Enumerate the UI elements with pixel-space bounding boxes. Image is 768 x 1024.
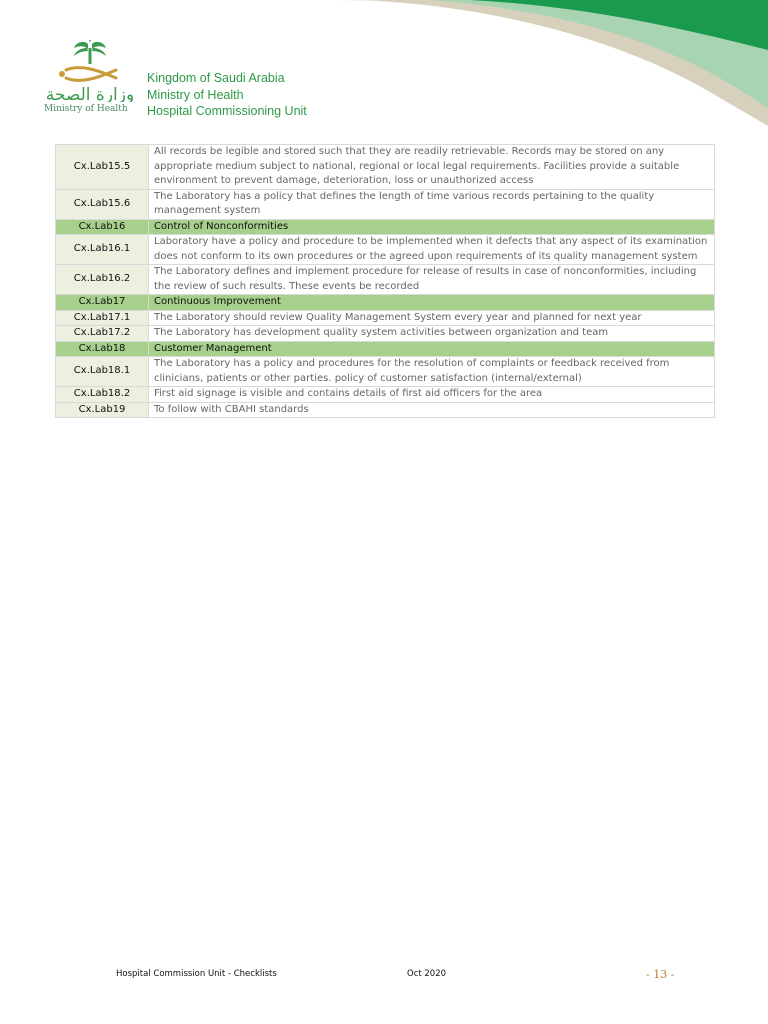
requirement-text: To follow with CBAHI standards xyxy=(149,402,715,418)
section-title: Control of Nonconformities xyxy=(149,219,715,235)
section-header-row xyxy=(56,219,715,235)
requirement-text: All records be legible and stored such that they are readily retrievable. Records may be stored on any appropriate medium subject to national, regional or local legal requirements. Facilities provide a suitable environment to prevent damage, deterioration, loss or unauthorized access xyxy=(149,145,715,190)
row-code: Cx.Lab16.2 xyxy=(56,265,149,295)
row-code: Cx.Lab16.1 xyxy=(56,235,149,265)
row-code: Cx.Lab15.6 xyxy=(56,189,149,219)
org-line-ministry: Ministry of Health xyxy=(147,87,244,102)
row-code: Cx.Lab15.5 xyxy=(56,145,149,190)
requirement-text: The Laboratory has a policy that defines the length of time various records pertaining to the quality management system xyxy=(149,189,715,219)
footer-document-title: Hospital Commission Unit - Checklists xyxy=(116,969,277,979)
checklist-row xyxy=(56,310,715,326)
checklist-row xyxy=(56,189,715,219)
requirement-text: The Laboratory has a policy and procedures for the resolution of complaints or feedback received from clinicians, patients or other parties. policy of customer satisfaction (internal/external) xyxy=(149,357,715,387)
organization-title xyxy=(147,70,307,120)
org-line-kingdom: Kingdom of Saudi Arabia xyxy=(147,71,285,85)
section-title: Customer Management xyxy=(149,341,715,357)
checklist-body xyxy=(56,145,715,418)
row-code: Cx.Lab17 xyxy=(56,295,149,311)
requirement-text: Laboratory have a policy and procedure to be implemented when it defects that any aspect of its examination does not conform to its own procedures or the agreed upon requirements of its quality management system xyxy=(149,235,715,265)
logo-english-text: Ministry of Health xyxy=(44,104,128,114)
checklist-row xyxy=(56,326,715,342)
org-line-unit: Hospital Commissioning Unit xyxy=(147,104,307,118)
checklist-row xyxy=(56,235,715,265)
footer-date: Oct 2020 xyxy=(407,969,447,979)
row-code: Cx.Lab19 xyxy=(56,402,149,418)
checklist-row xyxy=(56,265,715,295)
row-code: Cx.Lab17.1 xyxy=(56,310,149,326)
row-code: Cx.Lab18.1 xyxy=(56,357,149,387)
row-code: Cx.Lab18.2 xyxy=(56,387,149,403)
row-code: Cx.Lab18 xyxy=(56,341,149,357)
requirement-text: The Laboratory should review Quality Management System every year and planned for next year xyxy=(149,310,715,326)
checklist-row xyxy=(56,357,715,387)
row-code: Cx.Lab17.2 xyxy=(56,326,149,342)
section-header-row xyxy=(56,341,715,357)
logo-arabic-text: وزارة الصحة xyxy=(45,85,135,102)
requirement-text: First aid signage is visible and contains details of first aid officers for the area xyxy=(149,387,715,403)
requirement-text: The Laboratory defines and implement procedure for release of results in case of nonconformities, including the review of such results. These events be recorded xyxy=(149,265,715,295)
checklist-row xyxy=(56,145,715,190)
row-code: Cx.Lab16 xyxy=(56,219,149,235)
footer-page-number: - 13 - xyxy=(646,968,675,981)
section-title: Continuous Improvement xyxy=(149,295,715,311)
requirement-text: The Laboratory has development quality system activities between organization and team xyxy=(149,326,715,342)
checklist-table xyxy=(55,144,715,418)
section-header-row xyxy=(56,295,715,311)
palm-swords-emblem-icon xyxy=(40,40,140,102)
checklist-row xyxy=(56,402,715,418)
checklist-row xyxy=(56,387,715,403)
